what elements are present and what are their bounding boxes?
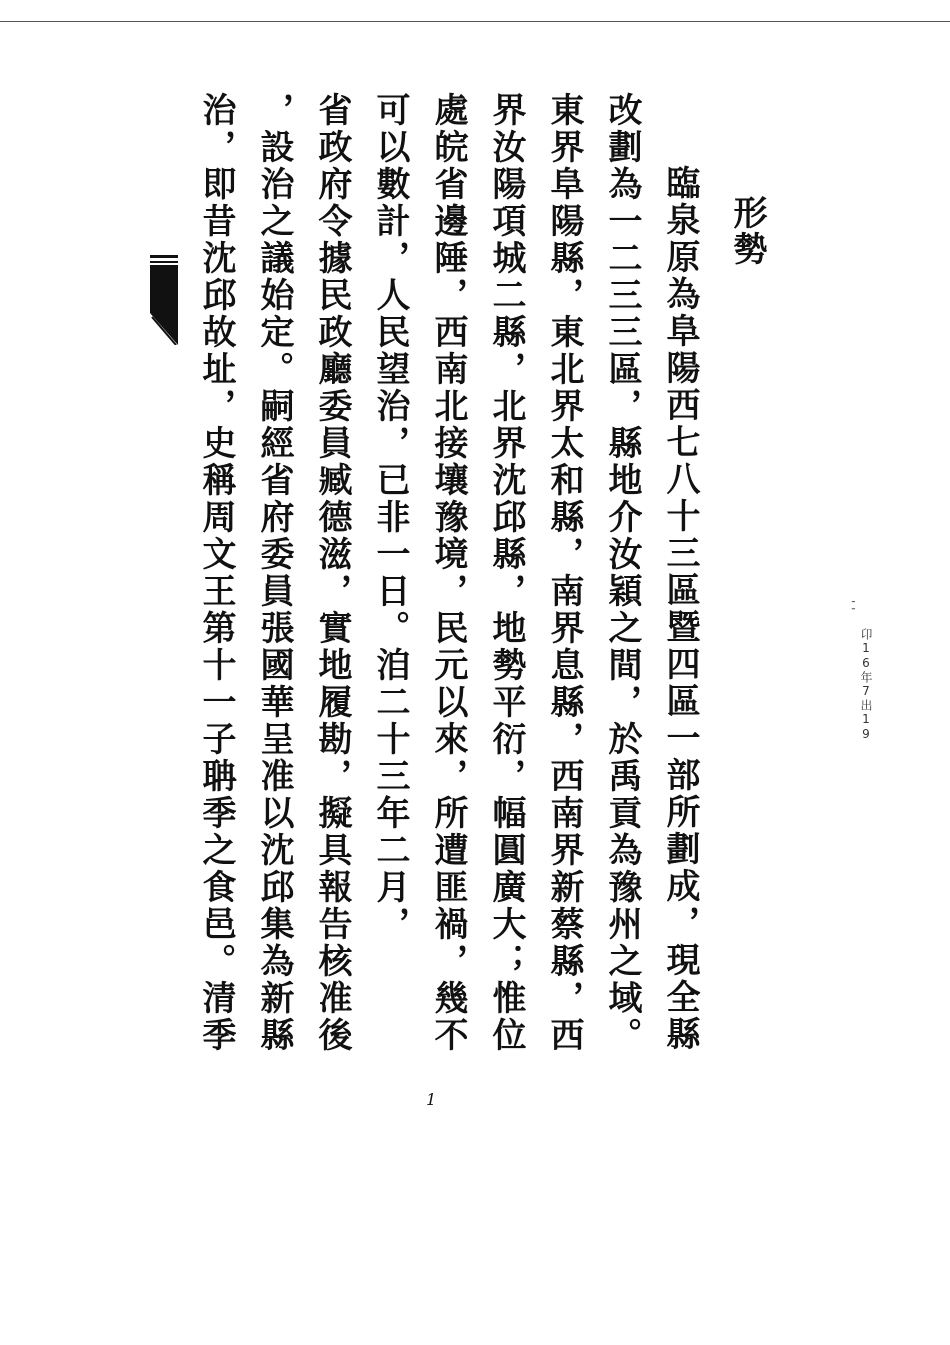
- text-column-5: 處皖省邊陲，西南北接壤豫境，民元以來，所遭匪禍，幾不: [428, 92, 468, 1054]
- section-heading: 形勢: [727, 195, 767, 267]
- text-column-3: 東界阜陽縣，東北界太和縣，南界息縣，西南界新蔡縣，西: [544, 92, 584, 1054]
- text-column-4: 界汝陽項城二縣，北界沈邱縣，地勢平衍，幅圓廣大；惟位: [486, 92, 526, 1054]
- text-column-7: 省政府令據民政廳委員臧德滋，實地履勘，擬具報告核准後: [312, 92, 352, 1054]
- page-number: 1: [426, 1090, 437, 1109]
- text-column-1: 臨泉原為阜陽西七八十三區暨四區一部所劃成，現全縣: [660, 165, 700, 1053]
- binding-mark-icon: [150, 255, 178, 345]
- margin-marks: ' ': [843, 600, 857, 611]
- text-column-9: 治，即昔沈邱故址，史稱周文王第十一子聃季之食邑。清季: [196, 92, 236, 1054]
- text-column-2: 改劃為一二三三區，縣地介汝穎之間，於禹貢為豫州之域。: [602, 92, 642, 1054]
- top-rule: [0, 21, 950, 22]
- text-column-8: ，設治之議始定。嗣經省府委員張國華呈准以沈邱集為新縣: [254, 92, 294, 1054]
- margin-note: 卬16年7出19: [859, 628, 873, 742]
- text-column-6: 可以數計，人民望治，已非一日。洎二十三年二月，: [370, 92, 410, 943]
